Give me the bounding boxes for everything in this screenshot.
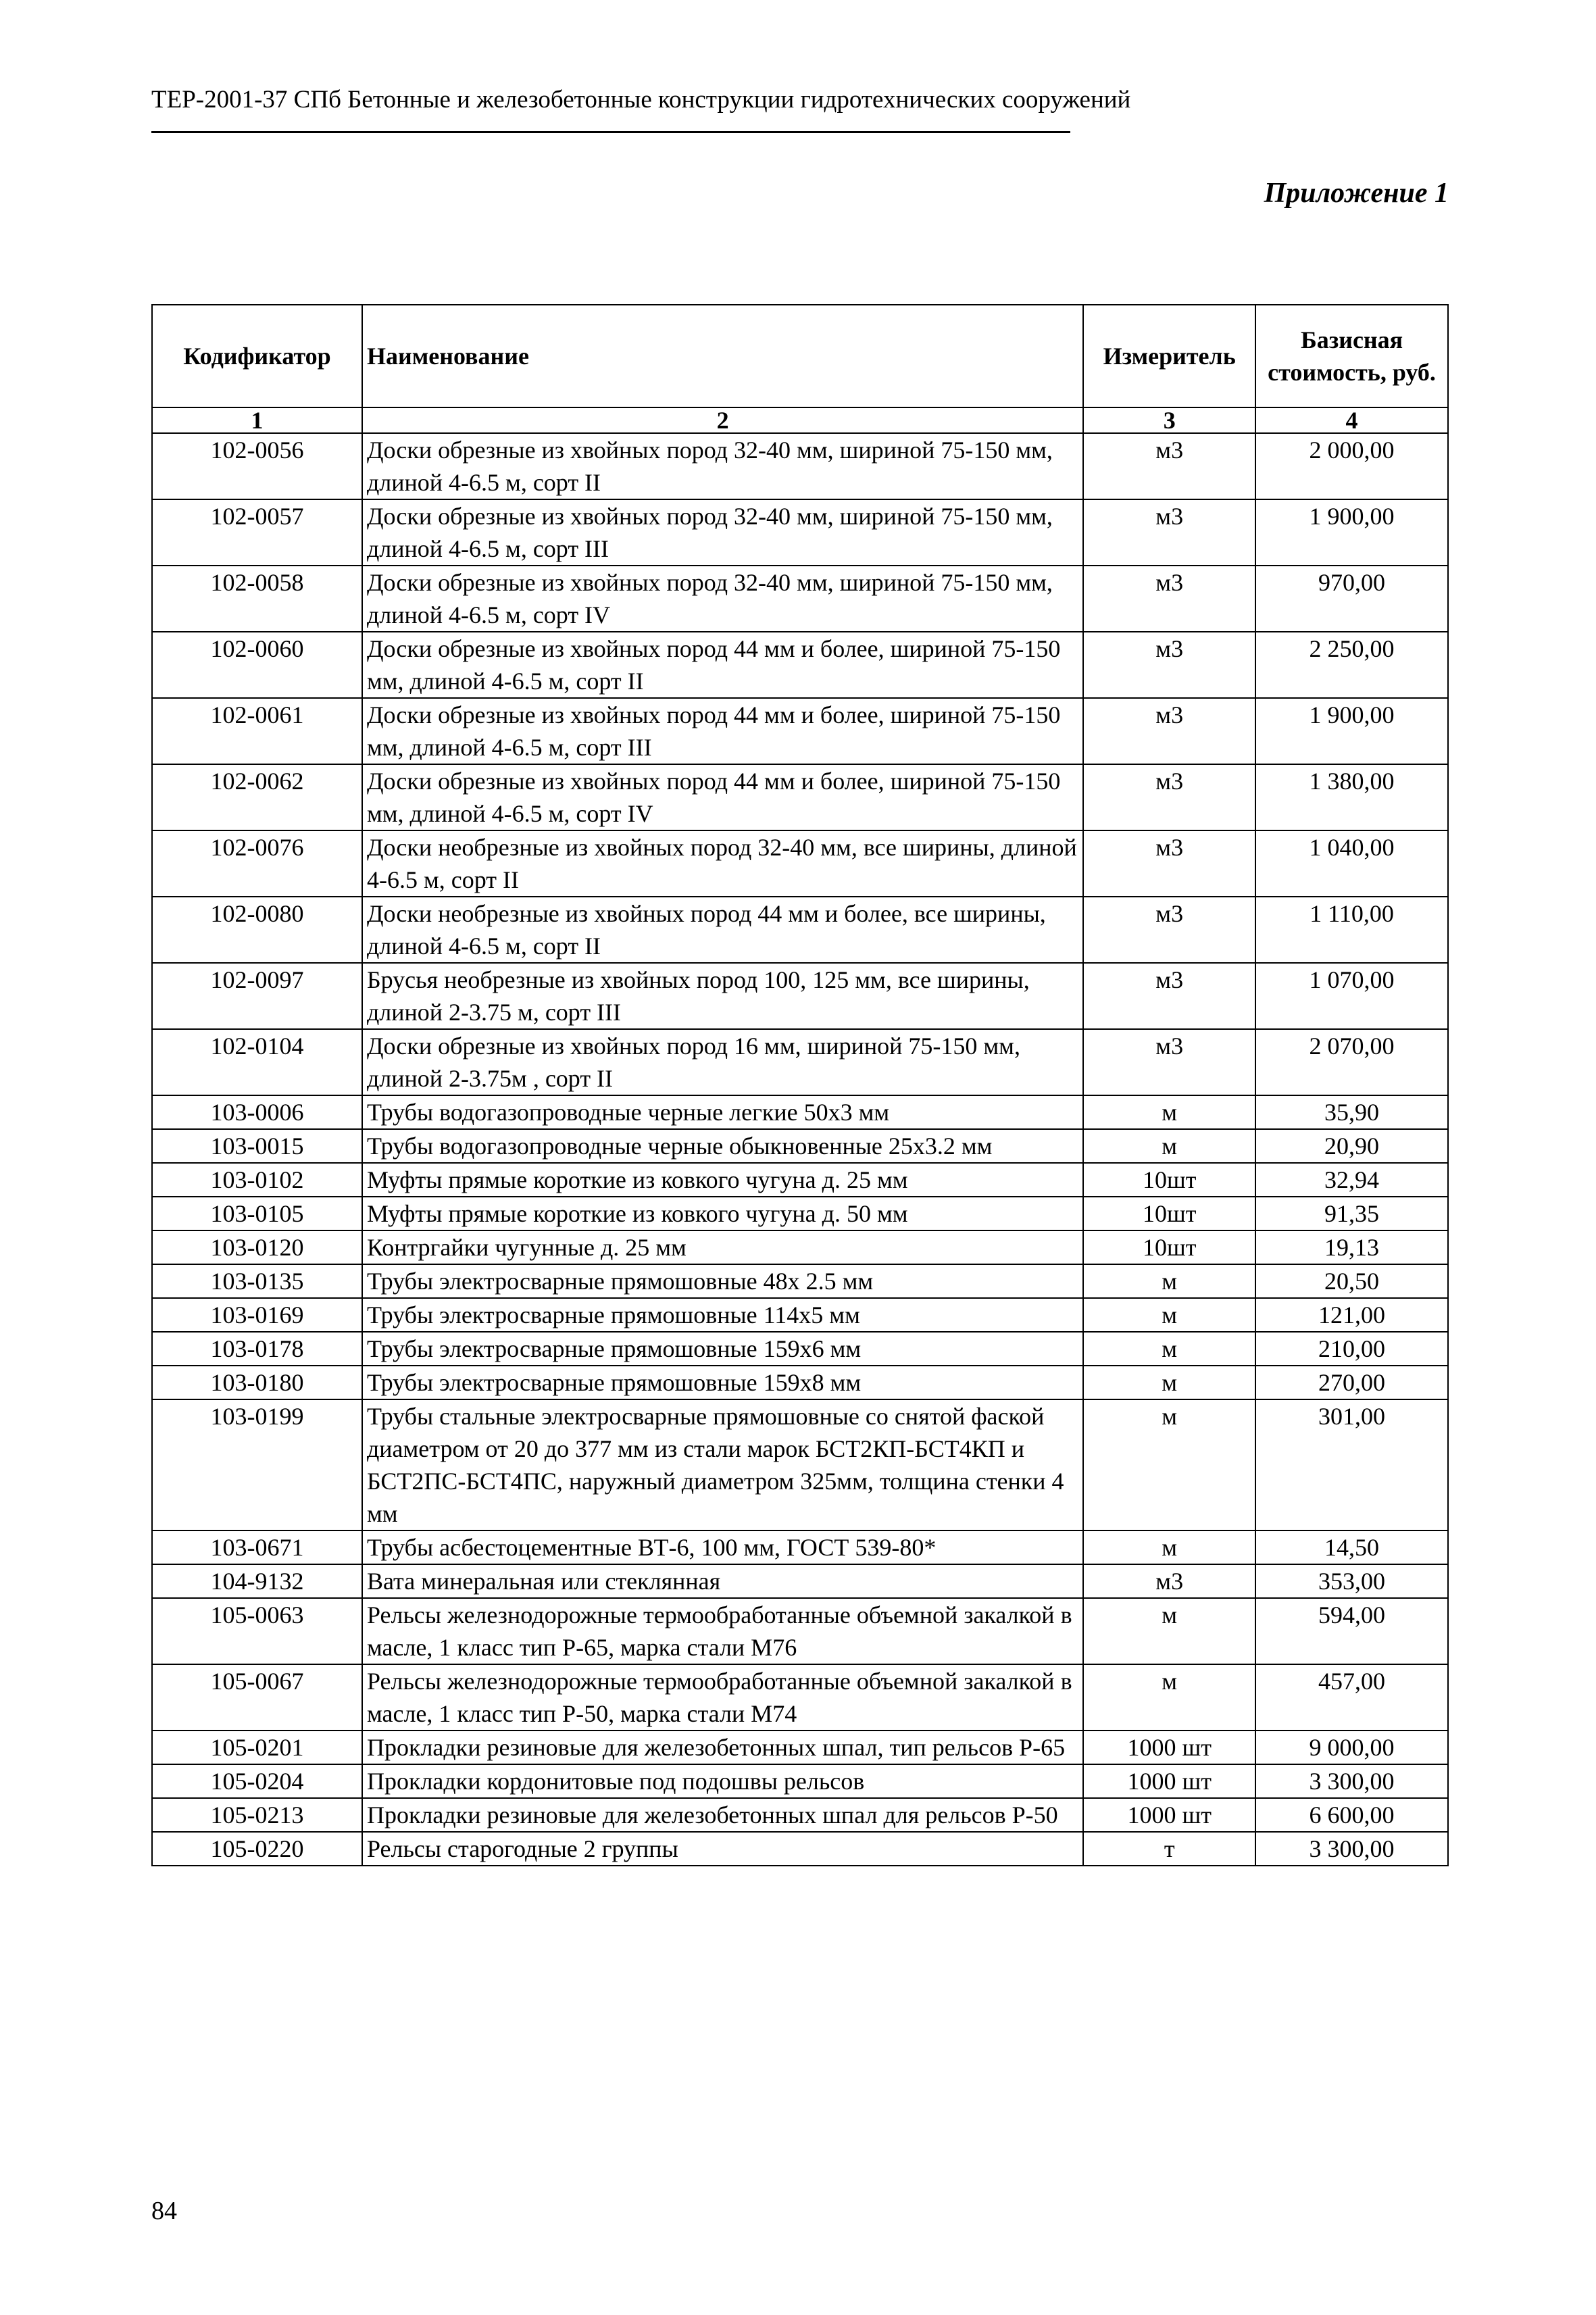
row-name: Прокладки резиновые для железобетонных шпал для рельсов Р-50 <box>362 1798 1083 1832</box>
row-name: Рельсы старогодные 2 группы <box>362 1832 1083 1866</box>
table-row <box>152 1298 1448 1332</box>
row-price: 2 250,00 <box>1255 632 1448 698</box>
row-code: 105-0204 <box>152 1764 362 1798</box>
row-code: 104-9132 <box>152 1564 362 1598</box>
table-row <box>152 499 1448 566</box>
table-row <box>152 1230 1448 1264</box>
row-unit: м <box>1083 1298 1255 1332</box>
table-row <box>152 433 1448 499</box>
row-unit: м3 <box>1083 764 1255 830</box>
row-unit: 10шт <box>1083 1230 1255 1264</box>
row-price: 20,50 <box>1255 1264 1448 1298</box>
row-unit: 1000 шт <box>1083 1731 1255 1764</box>
row-code: 102-0080 <box>152 897 362 963</box>
row-price: 35,90 <box>1255 1095 1448 1129</box>
row-unit: м <box>1083 1095 1255 1129</box>
row-name: Доски обрезные из хвойных пород 32-40 мм, шириной 75-150 мм, длиной 4-6.5 м, сорт III <box>362 499 1083 566</box>
row-name: Доски обрезные из хвойных пород 44 мм и более, шириной 75-150 мм, длиной 4-6.5 м, сорт III <box>362 698 1083 764</box>
row-unit: м3 <box>1083 897 1255 963</box>
table-row <box>152 1530 1448 1564</box>
table-row <box>152 698 1448 764</box>
row-unit: м <box>1083 1664 1255 1731</box>
table-row <box>152 1163 1448 1197</box>
table-row <box>152 1095 1448 1129</box>
row-unit: 1000 шт <box>1083 1764 1255 1798</box>
row-unit: м <box>1083 1530 1255 1564</box>
table-row <box>152 963 1448 1029</box>
row-unit: м <box>1083 1598 1255 1664</box>
row-price: 32,94 <box>1255 1163 1448 1197</box>
row-unit: м3 <box>1083 963 1255 1029</box>
column-number-4: 4 <box>1255 407 1448 433</box>
row-name: Доски необрезные из хвойных пород 32-40 мм, все ширины, длиной 4-6.5 м, сорт II <box>362 830 1083 897</box>
row-price: 1 110,00 <box>1255 897 1448 963</box>
table-row <box>152 1564 1448 1598</box>
row-price: 1 070,00 <box>1255 963 1448 1029</box>
row-price: 2 070,00 <box>1255 1029 1448 1095</box>
row-unit: м3 <box>1083 1029 1255 1095</box>
price-table <box>151 304 1449 1866</box>
row-unit: 1000 шт <box>1083 1798 1255 1832</box>
table-row <box>152 830 1448 897</box>
row-price: 6 600,00 <box>1255 1798 1448 1832</box>
row-name: Доски обрезные из хвойных пород 44 мм и более, шириной 75-150 мм, длиной 4-6.5 м, сорт II <box>362 632 1083 698</box>
row-code: 102-0058 <box>152 566 362 632</box>
table-row <box>152 764 1448 830</box>
table-row <box>152 632 1448 698</box>
row-unit: м3 <box>1083 1564 1255 1598</box>
row-code: 105-0067 <box>152 1664 362 1731</box>
table-row <box>152 1197 1448 1230</box>
table-row <box>152 1832 1448 1866</box>
row-code: 102-0057 <box>152 499 362 566</box>
column-header-unit: Измеритель <box>1083 305 1255 407</box>
appendix-title: Приложение 1 <box>1264 178 1449 209</box>
row-name: Трубы стальные электросварные прямошовные со снятой фаской диаметром от 20 до 377 мм из стали марок БСТ2КП-БСТ4КП и БСТ2ПС-БСТ4ПС, наружный диаметром 325мм, толщина стенки 4 мм <box>362 1399 1083 1530</box>
row-unit: м3 <box>1083 433 1255 499</box>
column-header-name: Наименование <box>362 305 1083 407</box>
row-code: 102-0061 <box>152 698 362 764</box>
row-unit: м <box>1083 1129 1255 1163</box>
row-code: 102-0097 <box>152 963 362 1029</box>
row-price: 1 380,00 <box>1255 764 1448 830</box>
column-number-2: 2 <box>362 407 1083 433</box>
table-row <box>152 1798 1448 1832</box>
table-row <box>152 1731 1448 1764</box>
column-number-3: 3 <box>1083 407 1255 433</box>
row-name: Муфты прямые короткие из ковкого чугуна д. 50 мм <box>362 1197 1083 1230</box>
row-code: 103-0006 <box>152 1095 362 1129</box>
row-price: 353,00 <box>1255 1564 1448 1598</box>
row-name: Прокладки кордонитовые под подошвы рельсов <box>362 1764 1083 1798</box>
row-name: Муфты прямые короткие из ковкого чугуна д. 25 мм <box>362 1163 1083 1197</box>
row-price: 20,90 <box>1255 1129 1448 1163</box>
table-row <box>152 1366 1448 1399</box>
table-row <box>152 1399 1448 1530</box>
row-unit: м <box>1083 1399 1255 1530</box>
row-price: 3 300,00 <box>1255 1832 1448 1866</box>
row-name: Прокладки резиновые для железобетонных шпал, тип рельсов Р-65 <box>362 1731 1083 1764</box>
row-price: 210,00 <box>1255 1332 1448 1366</box>
row-price: 91,35 <box>1255 1197 1448 1230</box>
row-unit: м3 <box>1083 632 1255 698</box>
row-price: 3 300,00 <box>1255 1764 1448 1798</box>
row-unit: м3 <box>1083 698 1255 764</box>
row-price: 19,13 <box>1255 1230 1448 1264</box>
table-row <box>152 897 1448 963</box>
row-name: Трубы водогазопроводные черные обыкновенные 25х3.2 мм <box>362 1129 1083 1163</box>
row-name: Доски обрезные из хвойных пород 44 мм и более, шириной 75-150 мм, длиной 4-6.5 м, сорт IV <box>362 764 1083 830</box>
page-number: 84 <box>151 2197 177 2225</box>
row-code: 103-0102 <box>152 1163 362 1197</box>
row-price: 121,00 <box>1255 1298 1448 1332</box>
row-price: 1 900,00 <box>1255 698 1448 764</box>
row-code: 103-0015 <box>152 1129 362 1163</box>
table-row <box>152 1332 1448 1366</box>
row-unit: 10шт <box>1083 1163 1255 1197</box>
table-body <box>152 433 1448 1866</box>
column-header-code: Кодификатор <box>152 305 362 407</box>
row-code: 105-0063 <box>152 1598 362 1664</box>
row-code: 103-0178 <box>152 1332 362 1366</box>
row-code: 103-0169 <box>152 1298 362 1332</box>
row-price: 301,00 <box>1255 1399 1448 1530</box>
row-code: 102-0076 <box>152 830 362 897</box>
row-code: 103-0199 <box>152 1399 362 1530</box>
document-header: ТЕР-2001-37 СПб Бетонные и железобетонные конструкции гидротехнических сооружений <box>151 86 1131 114</box>
row-name: Брусья необрезные из хвойных пород 100, 125 мм, все ширины, длиной 2-3.75 м, сорт III <box>362 963 1083 1029</box>
row-code: 103-0105 <box>152 1197 362 1230</box>
table-row <box>152 1598 1448 1664</box>
row-code: 103-0180 <box>152 1366 362 1399</box>
row-unit: 10шт <box>1083 1197 1255 1230</box>
row-code: 103-0120 <box>152 1230 362 1264</box>
row-name: Рельсы железнодорожные термообработанные объемной закалкой в масле, 1 класс тип Р-50, марка стали М74 <box>362 1664 1083 1731</box>
row-price: 270,00 <box>1255 1366 1448 1399</box>
row-price: 2 000,00 <box>1255 433 1448 499</box>
row-unit: т <box>1083 1832 1255 1866</box>
row-name: Трубы электросварные прямошовные 48х 2.5 мм <box>362 1264 1083 1298</box>
table-row <box>152 566 1448 632</box>
row-name: Трубы асбестоцементные ВТ-6, 100 мм, ГОСТ 539-80* <box>362 1530 1083 1564</box>
table-row <box>152 1029 1448 1095</box>
table-row <box>152 1764 1448 1798</box>
row-price: 970,00 <box>1255 566 1448 632</box>
row-price: 457,00 <box>1255 1664 1448 1731</box>
row-price: 9 000,00 <box>1255 1731 1448 1764</box>
row-name: Трубы электросварные прямошовные 114х5 мм <box>362 1298 1083 1332</box>
row-price: 14,50 <box>1255 1530 1448 1564</box>
row-code: 103-0671 <box>152 1530 362 1564</box>
row-name: Трубы водогазопроводные черные легкие 50х3 мм <box>362 1095 1083 1129</box>
table-row <box>152 1264 1448 1298</box>
row-unit: м3 <box>1083 499 1255 566</box>
row-name: Вата минеральная или стеклянная <box>362 1564 1083 1598</box>
row-price: 1 040,00 <box>1255 830 1448 897</box>
row-price: 594,00 <box>1255 1598 1448 1664</box>
row-code: 105-0213 <box>152 1798 362 1832</box>
row-name: Трубы электросварные прямошовные 159х8 мм <box>362 1366 1083 1399</box>
row-name: Доски обрезные из хвойных пород 32-40 мм, шириной 75-150 мм, длиной 4-6.5 м, сорт IV <box>362 566 1083 632</box>
column-number-1: 1 <box>152 407 362 433</box>
row-code: 105-0201 <box>152 1731 362 1764</box>
row-name: Рельсы железнодорожные термообработанные объемной закалкой в масле, 1 класс тип Р-65, марка стали М76 <box>362 1598 1083 1664</box>
row-name: Доски необрезные из хвойных пород 44 мм и более, все ширины, длиной 4-6.5 м, сорт II <box>362 897 1083 963</box>
row-code: 102-0104 <box>152 1029 362 1095</box>
row-code: 105-0220 <box>152 1832 362 1866</box>
column-header-price: Базисная стоимость, руб. <box>1255 305 1448 407</box>
row-code: 102-0062 <box>152 764 362 830</box>
row-unit: м3 <box>1083 830 1255 897</box>
row-price: 1 900,00 <box>1255 499 1448 566</box>
row-unit: м3 <box>1083 566 1255 632</box>
row-name: Доски обрезные из хвойных пород 16 мм, шириной 75-150 мм, длиной 2-3.75м , сорт II <box>362 1029 1083 1095</box>
row-code: 103-0135 <box>152 1264 362 1298</box>
row-unit: м <box>1083 1264 1255 1298</box>
row-code: 102-0060 <box>152 632 362 698</box>
row-unit: м <box>1083 1366 1255 1399</box>
row-code: 102-0056 <box>152 433 362 499</box>
row-name: Контргайки чугунные д. 25 мм <box>362 1230 1083 1264</box>
row-unit: м <box>1083 1332 1255 1366</box>
row-name: Трубы электросварные прямошовные 159х6 мм <box>362 1332 1083 1366</box>
row-name: Доски обрезные из хвойных пород 32-40 мм, шириной 75-150 мм, длиной 4-6.5 м, сорт II <box>362 433 1083 499</box>
table-row <box>152 1129 1448 1163</box>
header-divider <box>151 131 1070 133</box>
table-row <box>152 1664 1448 1731</box>
